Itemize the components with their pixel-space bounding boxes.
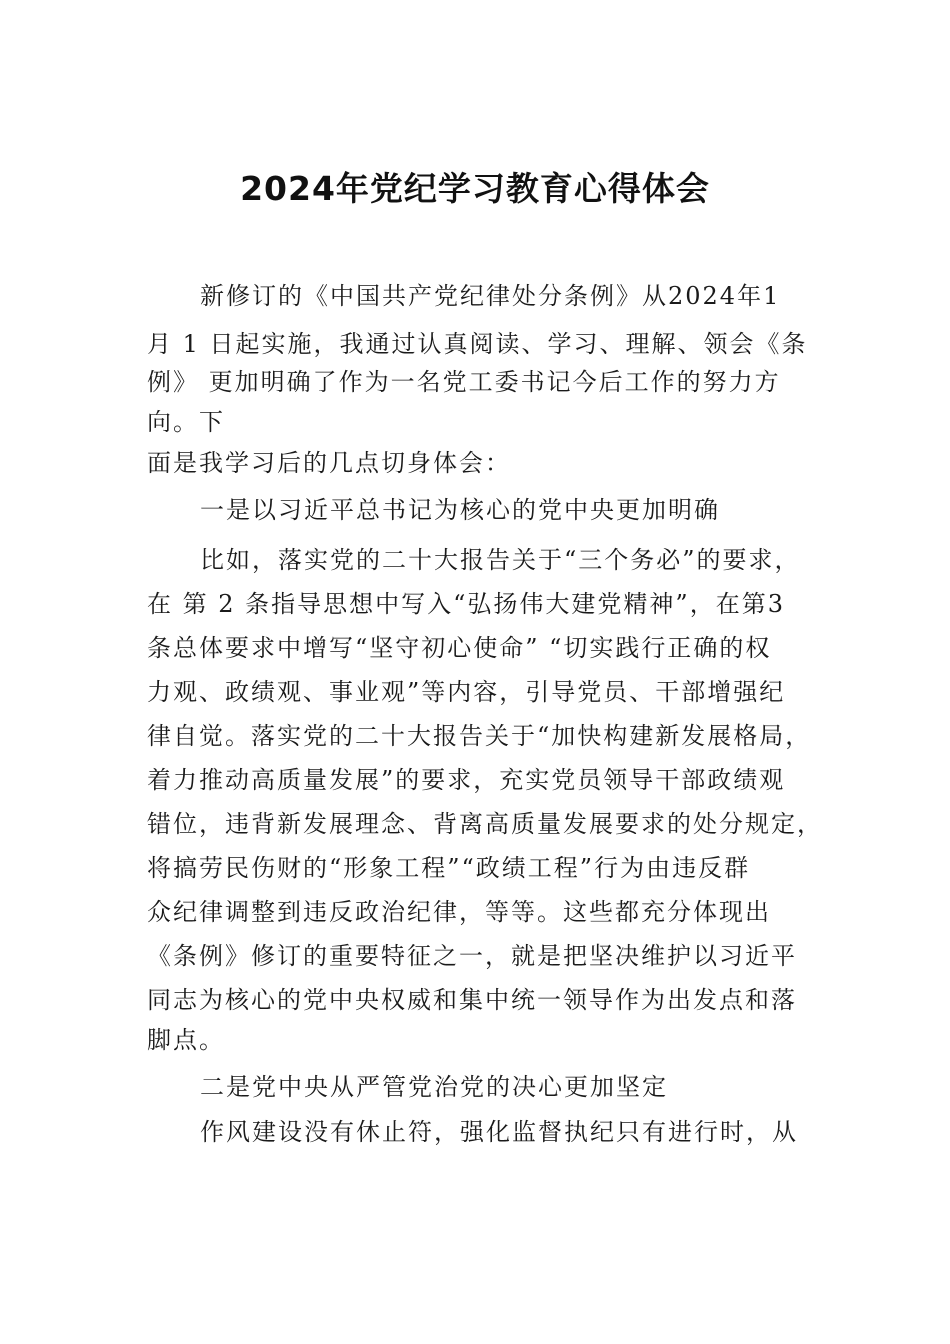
text-line: 《条例》修订的重要特征之一，就是把坚决维护以习近平 — [147, 942, 797, 970]
text-line: 条总体要求中增写“坚守初心使命” “切实践行正确的权 — [147, 634, 772, 662]
section-heading-1: 一是以习近平总书记为核心的党中央更加明确 — [200, 496, 720, 524]
text-line: 力观、政绩观、事业观”等内容，引导党员、干部增强纪 — [147, 678, 786, 706]
text-line: 将搞劳民伤财的“形象工程”“政绩工程”行为由违反群 — [147, 854, 751, 882]
text-line: 向。下 — [147, 408, 225, 436]
text-line: 脚点。 — [147, 1026, 225, 1054]
section-heading-2: 二是党中央从严管党治党的决心更加坚定 — [200, 1073, 668, 1101]
text-line: 在 第 2 条指导思想中写入“弘扬伟大建党精神”，在第3 — [147, 590, 785, 618]
text-line: 比如，落实党的二十大报告关于“三个务必”的要求， — [200, 546, 801, 574]
text-line: 面是我学习后的几点切身体会： — [147, 449, 511, 477]
text-line: 众纪律调整到违反政治纪律，等等。这些都充分体现出 — [147, 898, 771, 926]
text-line: 作风建设没有休止符，强化监督执纪只有进行时，从 — [200, 1118, 798, 1146]
text-line: 律自觉。落实党的二十大报告关于“加快构建新发展格局， — [147, 722, 812, 750]
text-line: 同志为核心的党中央权威和集中统一领导作为出发点和落 — [147, 986, 797, 1014]
document-title: 2024年党纪学习教育心得体会 — [240, 169, 710, 208]
text-line: 例》 更加明确了作为一名党工委书记今后工作的努力方 — [147, 368, 781, 396]
text-line: 着力推动高质量发展”的要求，充实党员领导干部政绩观 — [147, 766, 786, 794]
text-line: 月 1 日起实施，我通过认真阅读、学习、理解、领会《条 — [147, 330, 808, 358]
text-line: 新修订的《中国共产党纪律处分条例》从2024年1 — [200, 282, 781, 310]
text-line: 错位，违背新发展理念、背离高质量发展要求的处分规定， — [147, 810, 823, 838]
